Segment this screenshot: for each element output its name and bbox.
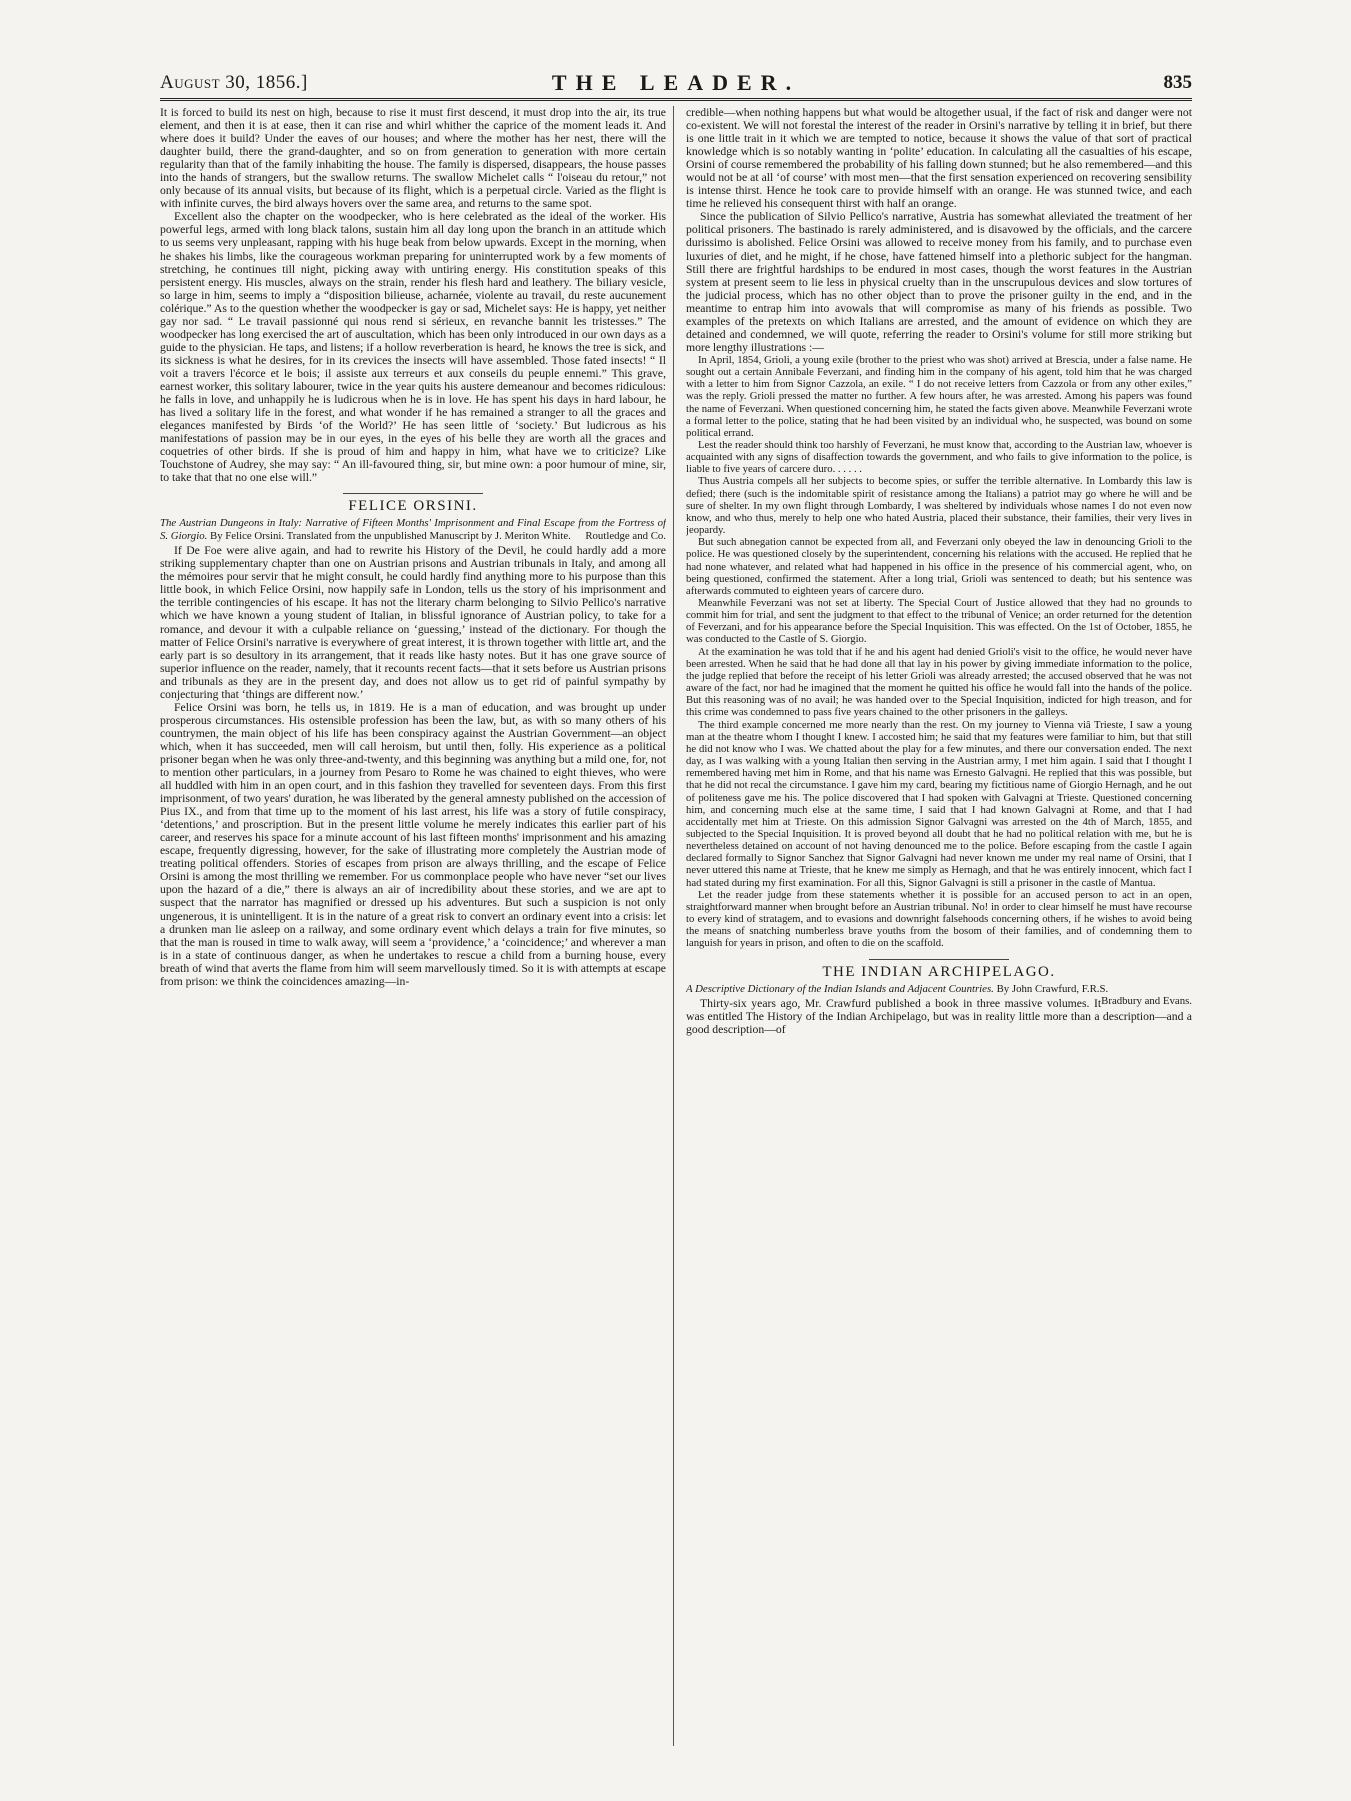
- quote-paragraph: Lest the reader should think too harshly of Feverzani, he must know that, according to the Austrian law, whoever is acquainted with any signs of disaffection towards the government, and who fails to give information to the police, is liable to five years of carcere duro. . . . . .: [686, 438, 1192, 476]
- left-column: [160, 106, 666, 1746]
- column-divider: [673, 106, 674, 1746]
- quoted-extract: [686, 354, 1192, 950]
- section-title-orsini: FELICE ORSINI.: [348, 498, 478, 515]
- page-number: 835: [1163, 72, 1192, 93]
- quote-paragraph: At the examination he was told that if he and his agent had denied Grioli's visit to the office, he would never have been arrested. When he said that he had done all that lay in his power by giving immediate information to the police, the judge replied that before the receipt of his letter Grioli was already arrested; the accused observed that he was not aware of the fact, nor had he imagined that the moment he quitted his office he would fall into the hands of the police. But this reasoning was of no avail; he was handed over to the Special Inquisition, indicted for high treason, and for this crime was condemned to pass five years chained to the other prisoners in the galleys.: [686, 645, 1192, 719]
- paragraph: If De Foe were alive again, and had to rewrite his History of the Devil, he could hardly add a more striking supplementary chapter than one on Austrian prisons and Austrian tribunals in Italy, and among all the mémoires pour servir that he might consult, he could hardly find anything more to his purpose than this little book, in which Felice Orsini, now happily safe in London, tells us the story of his imprisonment and the terrible contingencies of his escape. It has not the literary charm belonging to Silvio Pellico's narrative which we have known a young student of Italian, in blissful ignorance of Austrian policy, to take for a romance, and devour it with a culpable reliance on ‘guessing,’ instead of the dictionary. For though the matter of Felice Orsini's narrative is everywhere of great interest, it is thrown together with little art, and the early part is so desultory in its arrangement, that it reads like hasty notes. But it has one grave source of superior influence on the reader, namely, that it recounts recent facts—that it sets before us Austrian prisons and tribunals as they are in the present day, and does not allow us to get rid of painful sympathy by conjecturing that ‘things are different now.’: [160, 544, 666, 701]
- paragraph: credible—when nothing happens but what would be altogether usual, if the fact of risk and danger were not co-existent. We will not forestal the interest of the reader in Orsini's narrative by telling it in brief, but there is one little trait in it which we are tempted to notice, because it shows the value of that sort of practical knowledge which is so notably wanting in ‘polite’ education. In calculating all the casualties of his escape, Orsini of course remembered the probability of his falling down stunned; but he also remembered—and this would not be at all ‘of course’ with most men—that the first sensation experienced on recovering sensibility is intense thirst. Hence he took care to provide himself with an orange. He was stunned twice, and each time he relieved his consequent thirst with half an orange.: [686, 106, 1192, 211]
- quote-paragraph: But such abnegation cannot be expected from all, and Feverzani only obeyed the law in denouncing Grioli to the police. He was questioned closely by the superintendent, concerning his relations with the accused. He replied that he had none whatever, and related what had happened in his office in the presence of his commercial agent, who, on being questioned, confirmed the statement. After a long trial, Grioli was sentenced to death; but his sentence was afterwards commuted to eighteen years of carcere duro.: [686, 536, 1192, 597]
- paragraph: Thirty-six years ago, Mr. Crawfurd published a book in three massive volumes. It was entitled The History of the Indian Archipelago, but was in reality little more than a description—and a good description—of: [686, 997, 1192, 1037]
- quote-paragraph: Meanwhile Feverzani was not set at liberty. The Special Court of Justice allowed that they had no grounds to commit him for trial, and sent the judgment to that effect to the tribunal of Venice; an order returned for the detention of Feverzani, and for his appearance before the Special Inquisition. This was effected. On the 1st of October, 1855, he was conducted to the Castle of S. Giorgio.: [686, 597, 1192, 646]
- quote-paragraph: Let the reader judge from these statements whether it is possible for an accused person to act in an open, straightforward manner when brought before an Austrian tribunal. No! in order to clear himself he must have recourse to every kind of stratagem, and to evasions and downright falsehoods concerning others, if he wishes to avoid being the means of snatching numberless brave youths from the bosom of their families, and of condemning them to languish for years in prison, and often to die on the scaffold.: [686, 888, 1192, 950]
- review-book-title: A Descriptive Dictionary of the Indian Islands and Adjacent Countries.: [686, 982, 994, 995]
- newspaper-title: THE LEADER.: [551, 70, 801, 95]
- section-divider: [343, 493, 483, 494]
- masthead: [160, 68, 1192, 101]
- paragraph: Felice Orsini was born, he tells us, in 1819. He is a man of education, and was brought up under prosperous circumstances. His ostensible profession has been the law, but, as with so many others of his countrymen, the main object of his life has been conspiracy against the Austrian Government—an object which, when it has succeeded, men will call heroism, but until then, folly. His experience as a political prisoner began when he was only three-and-twenty, and this beginning was anything but a mild one, for, not to mention other particulars, in a journey from Pesaro to Rome he was chained to eight thieves, who were all huddled with him in an open court, and in this fashion they travelled for seventeen days. From this first imprisonment, of two years' duration, he was liberated by the general amnesty published on the accession of Pius IX., and from that time up to the moment of his last arrest, his life was a story of futile conspiracy, ‘detentions,’ and proscription. But in the present little volume he merely indicates this earlier part of his career, and reserves his space for a minute account of his last fifteen months' imprisonment and his amazing escape, frequently digressing, however, for the sake of illustrating more completely the Austrian mode of treating political offenders. Stories of escapes from prison are always thrilling, and the escape of Felice Orsini is among the most thrilling we remember. For us commonplace people who have never “set our lives upon the hazard of a die,” there is always an air of incredibility about these stories, and we are apt to suspect that the narrator has magnified or dressed up his adventures. But such a suspicion is not only ungenerous, it is unintelligent. It is in the nature of a great risk to convert an ordinary event into a crisis: let a drunken man lie asleep on a railway, and some ordinary event which delays a train for five minutes, so that the man is roused in time to walk away, will seem a ‘providence,’ a ‘coincidence;’ and wherever a man is in a state of continuous danger, as when he undertakes to rescue a child from a burning house, every breath of wind that averts the flame from him will seem marvellously timed. So it is with attempts at escape from prison: we think the coincidences amazing—in-: [160, 700, 666, 988]
- right-column: [686, 106, 1192, 1746]
- section-title-archipelago: THE INDIAN ARCHIPELAGO.: [822, 963, 1056, 980]
- quote-paragraph: The third example concerned me more nearly than the rest. On my journey to Vienna viâ Trieste, I saw a young man at the theatre whom I thought I knew. I accosted him; he said that my features were familiar to him, but that still he did not know who I was. We chatted about the play for a few minutes, and there our conversation ended. The next day, as I was walking with a young Italian then serving in the Austrian army, I met him again. I said that I thought I remembered having met him in Rome, and that his name was Ernesto Galvagni. He replied that this was possible, but that he did not recal the circumstance. I gave him my card, bearing my fictitious name of Giorgio Hernagh, and he out of politeness gave me his. The police discovered that I had spoken with Galvagni at Trieste. Questioned concerning him, and concerning much else at the same time, I said that I had known Galvagni at Rome, and that I had accidentally met him at Trieste. On this admission Signor Galvagni was arrested on the 4th of March, 1855, and subjected to the Special Inquisition. It is proved beyond all doubt that he had no political relation with me, but he is nevertheless detained on account of not having denounced me to the police. Before escaping from the castle I again declared formally to Signor Sanchez that Signor Galvagni had never known me under my real name of Orsini, that I never uttered this name at Trieste, that he knew me simply as Hernagh, and that he was entirely innocent, which fact I had stated during my first examination. For all this, Signor Galvagni is still a prisoner in the castle of Mantua.: [686, 718, 1192, 889]
- paragraph: Excellent also the chapter on the woodpecker, who is here celebrated as the ideal of the worker. His powerful legs, armed with long black talons, sustain him all day long upon the branch in an attitude which to us seems very unpleasant, rapping with his huge beak from below upwards. Except in the morning, when he shakes his limbs, like the courageous workman preparing for uninterrupted work by a few moments of stretching, he continues till night, picking away with untiring energy. His constitution speaks of this persistent energy. His muscles, always on the strain, render his flesh hard and leathery. The biliary vesicle, so large in him, seems to imply a “disposition bilieuse, acharnée, violente au travail, du reste aucunement colérique.” As to the question whether the woodpecker is gay or sad, Michelet says: He is happy, yet neither gay nor sad. “ Le travail passionné qui nous rend si sérieux, en revanche bannit les tristesses.” The woodpecker has long exercised the art of auscultation, which has been only introduced in our own days as a guide to the physician. He taps, and listens; if a hollow reverberation is heard, he knows the tree is sick, and its sickness is what he desires, for in its crevices the insects will have assembled. Those fated insects! “ Il voit a travers l'écorce et le bois; il assiste aux terreurs et aux conseils du peuple ennemi.” This grave, earnest worker, this solitary labourer, twice in the year quits his austere demeanour and becomes ridiculous: he falls in love, and unhappily he is ludicrous when he is in love. He has spent his days in hard labour, he has lived a solitary life in the forest, and what wonder if he has remained a stranger to all the graces and elegances manifested by Birds ‘of the World?’ He has seen little of ‘society.’ But ludicrous as his manifestations of passion may be in our eyes, in the eyes of his belle they are worth all the graces and coquetries of other birds. If she is proud of him and happy in him, what have we to criticize? Like Touchstone of Audrey, she may say: “ An ill-favoured thing, sir, but mine own: a poor humour of mine, sir, to take that that no one else will.”: [160, 210, 666, 485]
- issue-date: August 30, 1856.]: [160, 72, 308, 93]
- review-publisher: Bradbury and Evans.: [1101, 995, 1192, 1007]
- quote-paragraph: Thus Austria compels all her subjects to become spies, or suffer the terrible alternative. In Lombardy this law is defied; there (such is the indomitable spirit of resistance among the Italians) a patriot may go where he will and be sure of shelter. In my own flight through Lombardy, I was sheltered by individuals whose names I do not even now know, and who thus, merely to help one who hated Austria, placed their substance, their families, their very lives in jeopardy.: [686, 475, 1192, 537]
- review-author: By Felice Orsini. Translated from the unpublished Manuscript by J. Meriton White.: [210, 529, 571, 542]
- review-publisher: Routledge and Co.: [585, 529, 666, 542]
- review-book-title: The Austrian Dungeons in Italy: Narrative of Fifteen Months' Imprisonment and Final Escape from the Fortress of S. Giorgio.: [160, 517, 666, 542]
- paragraph: Since the publication of Silvio Pellico's narrative, Austria has somewhat alleviated the treatment of her political prisoners. The bastinado is rarely administered, and is disavowed by the officials, and the carcere durissimo is abolished. Felice Orsini was allowed to receive money from his family, and to purchase even luxuries of diet, and he might, if he chose, have fattened himself into a plethoric subject for the hangman. Still there are frightful hardships to be endured in most cases, though the worst features in the Austrian system at present seem to lie less in physical cruelty than in the unscrupulous devices and slow tortures of the judicial process, which has no other object than to prove the prisoner guilty in the end, and in the meantime to entrap him into avowals that will compromise as many of his friends as possible. Two examples of the pretexts on which Italians are arrested, and the amount of evidence on which they are detained and condemned, we will quote, referring the reader to Orsini's volume for still more striking but more lengthy illustrations :—: [686, 210, 1192, 354]
- quote-paragraph: In April, 1854, Grioli, a young exile (brother to the priest who was shot) arrived at Brescia, under a false name. He sought out a certain Annibale Feverzani, and finding him in the company of his agent, told him that he was charged with a letter to him from Signor Cazzola, an exile. “ I do not receive letters from Cazzola or from any other exiles,” was the reply. Grioli pressed the matter no further. A few hours after, he was arrested. Among his papers was found the name of Feverzani. When questioned concerning him, he stated the facts given above. Meanwhile Feverzani wrote a formal letter to the police, stating that he had been visited by an individual who, he suspected, was bound on some political errand.: [686, 353, 1192, 439]
- review-heading: [160, 517, 666, 542]
- review-heading: [686, 982, 1192, 1007]
- paragraph: It is forced to build its nest on high, because to rise it must first descend, it must drop into the air, its true element, and then it is at ease, then it can rise and whirl whither the caprice of the moment leads it. And where does it build? Under the eaves of our houses; and where the mother has her nest, there will the daughter build, there the grand-daughter, and so on from generation to generation with more certain regularity than that of the family inhabiting the house. The family is dispersed, disappears, the house passes into the hands of strangers, but the swallow returns. The swallow Michelet calls “ l'oiseau du retour,” not only because of its annual visits, but because of its flight, which is a perpetual circle. Varied as the flight is with infinite curves, the bird always hovers over the same area, and returns to the same spot.: [160, 106, 666, 211]
- review-author: By John Crawfurd, F.R.S.: [996, 982, 1109, 995]
- section-divider: [869, 959, 1009, 960]
